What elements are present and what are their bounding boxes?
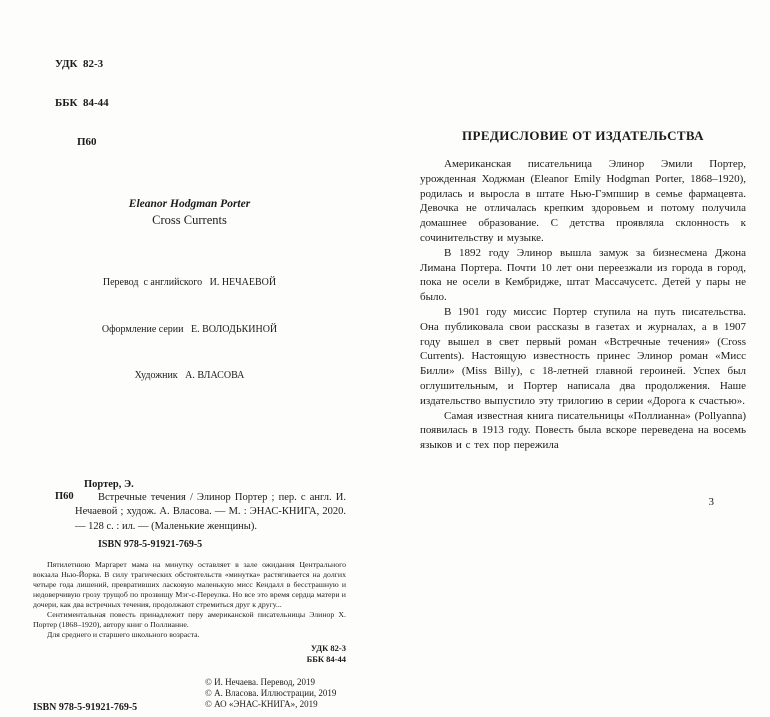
- original-author: Eleanor Hodgman Porter: [128, 198, 251, 210]
- catalog-entry-row: [33, 491, 346, 535]
- series-design-credit: Оформление серии Е. ВОЛОДЬКИНОЙ: [101, 323, 278, 335]
- catalog-author-heading: Портер, Э.: [84, 478, 134, 490]
- preface-body: [420, 157, 746, 453]
- imprint-bottom-row: [33, 675, 346, 717]
- page-number: 3: [708, 496, 714, 508]
- annotation-codes: [33, 643, 346, 665]
- catalog-entry: Встречные течения / Элинор Портер ; пер. с англ. И. Нечаевой ; худож. А. Власова. — М. : ЭНАС-КНИГА, 2020. — 128 с. : ил. — (Маленькие женщины).: [75, 491, 346, 532]
- cataloging-codes-top: [55, 32, 346, 175]
- annotation-block: [33, 560, 346, 665]
- copyright-page: [33, 32, 346, 717]
- preface-page: [420, 128, 746, 453]
- original-author-title-block: [33, 198, 346, 228]
- original-title: Cross Currents: [152, 213, 227, 227]
- edition-credits: [33, 244, 346, 415]
- copyright-line-translation: © И. Нечаева. Перевод, 2019: [205, 677, 315, 687]
- bbk-code: ББК 84-44: [55, 97, 109, 109]
- copyright-line-publisher: © АО «ЭНАС-КНИГА», 2019: [205, 699, 318, 709]
- illustrator-credit: Художник А. ВЛАСОВА: [134, 370, 245, 381]
- annotation-paragraph-summary: Пятилетнюю Маргарет мама на минутку оставляет в зале ожидания Центрального вокзала Нью-Йорка. В силу трагических обстоятельств «минутка» растягивается на долгих четыре года лишений, превративших ласковую маленькую мисс Кендалл в бесстрашную и недоверчивую грозу трущоб по прозвищу Мэг-с-Переулка. Но все это время сердца матери и дочери, как два встречных течения, продолжают стремиться друг к другу...: [33, 560, 346, 609]
- annotation-udk: УДК 82-3: [310, 643, 346, 653]
- preface-paragraph-4: Самая известная книга писательницы «Поллианна» (Pollyanna) появилась в 1913 году. Повесть была вскоре переведена на восемь языков и с тех пор пережила: [420, 409, 746, 452]
- annotation-paragraph-author: Сентиментальная повесть принадлежит перу американской писательницы Элинор Х. Портер (1868–1920), автору книг о Поллианне.: [33, 610, 346, 629]
- preface-paragraph-1: Американская писательница Элинор Эмили Портер, урожденная Ходжман (Eleanor Emily Hodgman Porter, 1868–1920), родилась и выросла в штате Нью-Гэмпшир в семье фармацевта. Девочка не отличалась крепким здоровьем и потому получила домашнее образование. С детства проявляла склонность к сочинительству и музыке.: [420, 158, 746, 244]
- annotation-paragraph-age: Для среднего и старшего школьного возраста.: [47, 630, 200, 639]
- preface-paragraph-3: В 1901 году миссис Портер ступила на путь писательства. Она публиковала свои рассказы в газетах и журналах, а в 1907 году вышел в свет первый роман «Встречные течения» (Cross Currents). Настоящую известность принес Элинор роман «Мисс Билли» (Miss Billy), с 18-летней главной героиней. Успех был оглушительным, и Портер написала два продолжения. Наше издательство выпустило эту трилогию в серии «Дорога к счастью».: [420, 305, 746, 407]
- catalog-card: [33, 479, 346, 551]
- annotation-bbk: ББК 84-44: [306, 654, 346, 664]
- isbn-bottom: ISBN 978-5-91921-769-5: [33, 702, 138, 713]
- author-sign-code: П60: [55, 136, 97, 148]
- catalog-isbn: ISBN 978-5-91921-769-5: [98, 539, 203, 550]
- translator-credit: Перевод с английского И. НЕЧАЕВОЙ: [102, 277, 277, 288]
- udk-code: УДК 82-3: [55, 58, 104, 70]
- copyright-line-illustrations: © А. Власова. Иллюстрации, 2019: [205, 688, 337, 698]
- preface-title: ПРЕДИСЛОВИЕ ОТ ИЗДАТЕЛЬСТВА: [462, 128, 704, 143]
- preface-paragraph-2: В 1892 году Элинор вышла замуж за бизнесмена Джона Лимана Портера. Почти 10 лет они переезжали из города в город, пока не осели в Кембридже, штат Массачусетс. Детей у пары не было.: [420, 246, 746, 304]
- catalog-index: П60: [55, 490, 74, 502]
- copyright-block: [205, 677, 336, 710]
